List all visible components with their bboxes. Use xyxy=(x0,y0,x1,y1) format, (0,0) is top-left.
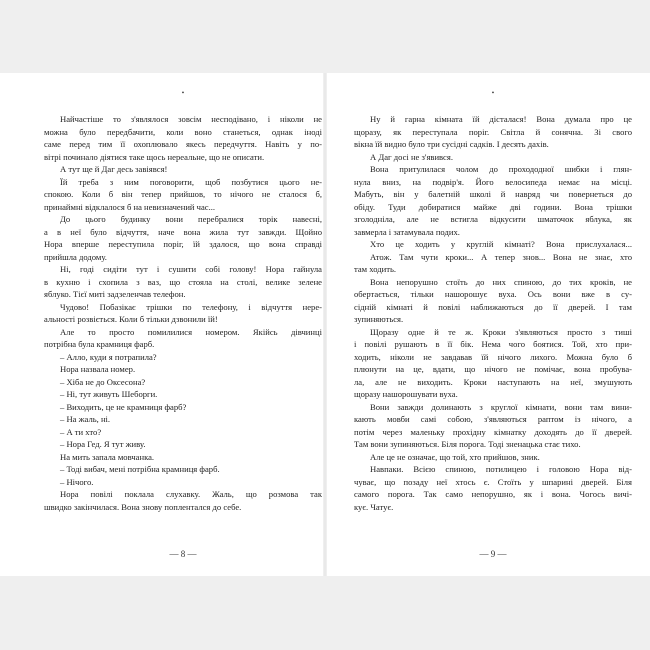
text-line: прийшла додому. xyxy=(44,251,107,262)
text-line: в кухню і схопила з ваз, що стояла на столі, велике зелене xyxy=(44,276,322,287)
text-line: – Ні, тут живуть Шеборги. xyxy=(60,389,158,399)
text-line: – Алло, куди я потрапила? xyxy=(60,351,157,362)
text-line: обіду. Туди добиратися майже дві години. Вона трішки xyxy=(354,201,632,212)
text-line: – Тоді вибач, мені потрібна крамниця фарб. xyxy=(60,464,220,474)
right-page-ornament: • xyxy=(491,89,495,97)
text-line: швидко закінчилася. Вона знову поплентался до себе. xyxy=(44,501,242,512)
text-line: Нора вперше переступила поріг, їй здалося, що вона справді xyxy=(44,239,322,249)
text-line: зупиняються. xyxy=(354,314,404,324)
text-line: Нора повілі поклала слухавку. Жаль, що розмова так xyxy=(60,489,322,499)
text-line: Ну й гарна кімната їй дісталася! Вона думала про це xyxy=(370,114,632,124)
text-line: і повілі рушають в її бік. Нема чого боятися. Той, хто при- xyxy=(354,339,632,349)
text-line: там ходить. xyxy=(354,264,397,274)
text-line: Їй треба з ним поговорити, щоб позбутися цього не- xyxy=(60,176,322,187)
text-line: На мить запала мовчанка. xyxy=(60,451,155,462)
text-line: – Нора Гед. Я тут живу. xyxy=(60,439,146,449)
text-line: самого порога. Так само непорушно, як і вона. Чогось вичі- xyxy=(354,489,632,499)
text-line: Але це не означає, що той, хто прийшов, зник. xyxy=(370,451,540,462)
left-page-body xyxy=(44,113,322,513)
text-line: а в неї було відчуття, наче вона жила тут завжди. Щойно xyxy=(44,226,322,237)
text-line: альності розвіється. Коли б тільки дзвонили їй! xyxy=(44,314,218,324)
text-line: – Нічого. xyxy=(60,476,94,487)
text-line: Найчастіше то з'являлося зовсім несподівано, і ніколи не xyxy=(60,114,322,124)
right-page-body xyxy=(354,113,632,513)
left-page-ornament: • xyxy=(181,89,185,97)
right-page-number: — 9 — xyxy=(479,549,507,559)
right-page xyxy=(354,73,632,576)
text-line: – На жаль, ні. xyxy=(60,414,111,424)
text-line: щоразу нашорошувати вуха. xyxy=(354,389,458,399)
text-line: вікна їй видно було три сусідні садків. І десять дахів. xyxy=(354,139,549,149)
text-line: Щоразу одне й те ж. Кроки з'являються просто з тиші xyxy=(370,326,632,337)
text-line: ходить, ніколи не завдавав їй нічого лихого. Можна було б xyxy=(354,351,632,362)
text-line: Чудово! Побазікає трішки по телефону, і відчуття нере- xyxy=(60,301,322,312)
text-line: – Виходить, це не крамниця фарб? xyxy=(60,401,187,412)
text-line: щоразу, як переступала поріг. Світла й сонячна. Зі свого xyxy=(354,126,632,137)
text-line: принаймні відклалося б на невизначений час... xyxy=(44,201,216,212)
text-line: ла, але не виходить. Кроки наступають на неї, змушують xyxy=(354,376,632,387)
text-line: Мабуть, він у балетній школі й навряд чи повернеться до xyxy=(354,189,632,199)
text-line: кує. Чатує. xyxy=(354,501,394,512)
book-gutter xyxy=(323,73,327,576)
text-line: Навпаки. Всією спиною, потилицею і головою Нора від- xyxy=(370,464,632,474)
text-line: можна було передбачити, коли воно станеться, однак іноді xyxy=(44,126,322,137)
text-line: Ні, годі сидіти тут і сушити собі голову! Нора гайнула xyxy=(60,264,322,274)
left-page-number: — 8 — xyxy=(169,549,197,559)
text-line: чуває, що позаду неї хтось є. Стоїть у шпарині дверей. Біля xyxy=(354,476,632,487)
text-line: зголодніла, але не встигла відкусити шматочок яблука, як xyxy=(354,214,632,224)
text-line: Атож. Там чути кроки... А тепер знов... Вона не знає, хто xyxy=(370,251,632,262)
text-line: плюнути на це, вдати, що нічого не помічає, вона пробува- xyxy=(354,364,632,374)
left-page xyxy=(44,73,322,576)
text-line: Вона притулилася чолом до прохододної шибки і глян- xyxy=(370,164,632,174)
text-line: нула вниз, на подвір'я. Його велосипеда немає на місці. xyxy=(354,176,632,187)
text-line: А Даг досі не з'явився. xyxy=(370,151,453,162)
text-line: завмерла і затамувала подих. xyxy=(354,226,460,237)
text-line: А тут ще й Даг десь завіявся! xyxy=(60,164,168,174)
text-line: яблуко. Тієї миті задзеленчав телефон. xyxy=(44,289,186,299)
text-line: Вони завжди долинають з круглої кімнати, вони там вини- xyxy=(370,401,632,412)
text-line: потрібна була крамниця фарб. xyxy=(44,339,155,349)
text-line: потім через маленьку прохідну кімнатку доходять до її дверей. xyxy=(354,426,632,437)
text-line: Вона непорушно стоїть до них спиною, до тих кроків, не xyxy=(370,276,632,287)
book-spread xyxy=(0,73,650,576)
text-line: – А ти хто? xyxy=(60,426,102,437)
text-line: Там вони зупиняються. Біля порога. Тоді зненацька стає тихо. xyxy=(354,439,581,449)
text-line: вітрі починало діятися таке щось нереальне, що не описати. xyxy=(44,151,265,162)
text-line: До цього будинку вони перебралися торік навесні, xyxy=(60,214,322,224)
text-line: Хто це ходить у круглій кімнаті? Вона прислухалася... xyxy=(370,239,632,249)
text-line: спокою. Коли б він тепер прийшов, то нічого не сталося б, xyxy=(44,189,322,199)
text-line: Але то просто помилилися номером. Якійсь дівчинці xyxy=(60,326,322,337)
text-line: обертається, тільки нашорошує вуха. Ось вони вже в су- xyxy=(354,289,632,299)
text-line: сідній кімнаті й повілі наближаються до її дверей. І там xyxy=(354,301,632,312)
text-line: Нора назвала номер. xyxy=(60,364,136,374)
text-line: – Хіба не до Оксесона? xyxy=(60,376,146,387)
text-line: саме перед тим її охоплювало якесь передчуття. Навіть у по- xyxy=(44,139,322,149)
text-line: кають мовби самі собою, з'являються раптом із нічого, а xyxy=(354,414,632,424)
